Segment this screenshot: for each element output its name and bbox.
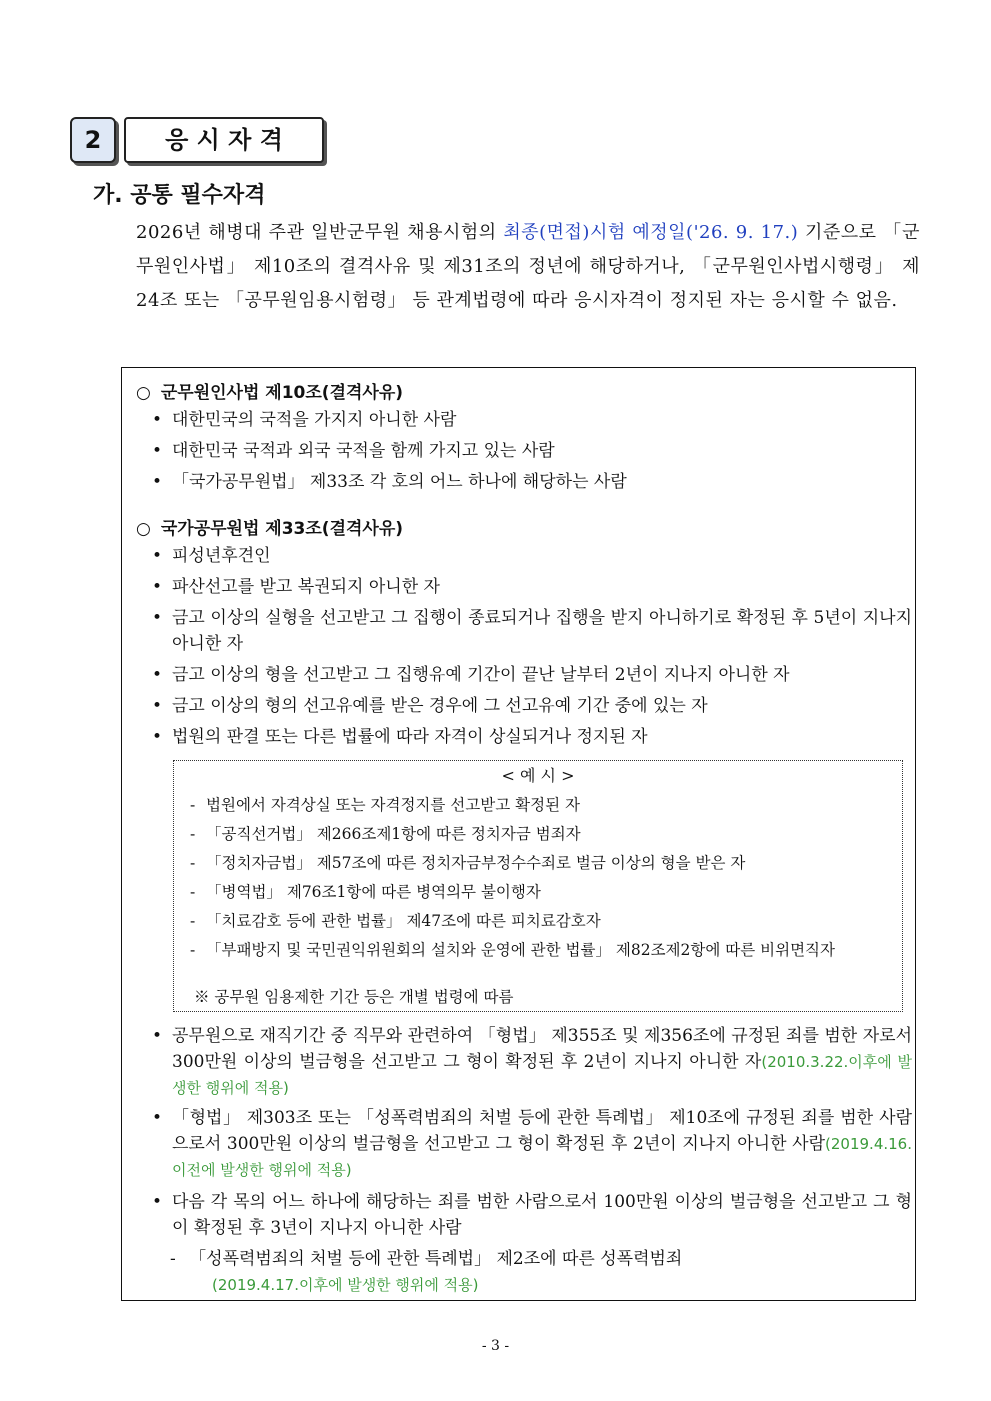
block1-marker: ○ <box>136 383 151 403</box>
bullet: • <box>152 608 163 628</box>
bullet: • <box>152 410 163 430</box>
dash: - <box>190 941 196 959</box>
block2-title <box>136 514 403 539</box>
list-item-text: 대한민국의 국적을 가지지 아니한 사람 <box>172 410 457 430</box>
list-item <box>152 438 912 464</box>
example-item-text: 「공직선거법」 제266조제1항에 따른 정치자금 범죄자 <box>206 825 581 843</box>
intro-highlight: 최종(면접)시험 예정일('26. 9. 17.) <box>503 222 799 243</box>
bullet: • <box>152 1026 163 1046</box>
list-item <box>152 1023 912 1101</box>
list-item <box>152 543 912 569</box>
example-item <box>190 909 895 933</box>
page-number: - 3 - <box>481 1338 510 1354</box>
list-item <box>152 693 912 719</box>
list-item-text: 「형법」 제303조 또는 「성폭력범죄의 처벌 등에 관한 특례법」 제10조에 규정된 죄를 범한 사람으로서 300만원 이상의 벌금형을 선고받고 그 형이 확정된 후 2년이 지나지 아니한 사람 <box>172 1108 912 1154</box>
qualification-box <box>121 367 916 1301</box>
dash: - <box>190 825 196 843</box>
bullet: • <box>152 696 163 716</box>
bullet: • <box>152 665 163 685</box>
subsection-title: 가. 공통 필수자격 <box>93 183 266 208</box>
block2-title-text: 국가공무원법 제33조(결격사유) <box>160 519 404 539</box>
sub-item <box>170 1246 910 1298</box>
applicability-note: (2019.4.16.이전에 발생한 행위에 적용) <box>172 1135 912 1179</box>
bullet: • <box>152 1192 163 1212</box>
applicability-note: (2010.3.22.이후에 발생한 행위에 적용) <box>172 1053 912 1097</box>
list-item-text: 금고 이상의 형의 선고유예를 받은 경우에 그 선고유예 기간 중에 있는 자 <box>172 696 708 716</box>
dash: - <box>190 854 196 872</box>
dash: - <box>190 912 196 930</box>
example-item <box>190 822 895 846</box>
example-title: < 예 시 > <box>501 766 575 785</box>
list-item-text: 금고 이상의 형을 선고받고 그 집행유예 기간이 끝난 날부터 2년이 지나지 아니한 자 <box>172 665 790 685</box>
example-item-text: 「부패방지 및 국민권익위원회의 설치와 운영에 관한 법률」 제82조제2항에 따른 비위면직자 <box>206 941 835 959</box>
dash: - <box>190 796 196 814</box>
applicability-note: (2019.4.17.이후에 발생한 행위에 적용) <box>212 1276 479 1294</box>
dash: - <box>170 1249 176 1269</box>
dash: - <box>190 883 196 901</box>
section-title: 응 시 자 격 <box>124 117 324 163</box>
intro-paragraph <box>136 216 920 318</box>
bullet: • <box>152 1108 163 1128</box>
block1-title-text: 군무원인사법 제10조(결격사유) <box>160 383 404 403</box>
bullet: • <box>152 441 163 461</box>
list-item-text: 공무원으로 재직기간 중 직무와 관련하여 「형법」 제355조 및 제356조에 규정된 죄를 범한 자로서 300만원 이상의 벌금형을 선고받고 그 형이 확정된 후 2년이 지나지 아니한 자 <box>172 1026 912 1072</box>
bullet: • <box>152 577 163 597</box>
list-item-text: 파산선고를 받고 복권되지 아니한 자 <box>172 577 440 597</box>
intro-part1: 2026년 해병대 주관 일반군무원 채용시험의 <box>136 222 504 243</box>
block2-marker: ○ <box>136 519 151 539</box>
list-item <box>152 662 912 688</box>
list-item-text: 「국가공무원법」 제33조 각 호의 어느 하나에 해당하는 사람 <box>172 472 627 492</box>
example-item-text: 「치료감호 등에 관한 법률」 제47조에 따른 피치료감호자 <box>206 912 601 930</box>
list-item-text: 대한민국 국적과 외국 국적을 함께 가지고 있는 사람 <box>172 441 555 461</box>
block1-title <box>136 378 403 403</box>
bullet: • <box>152 472 163 492</box>
bullet: • <box>152 546 163 566</box>
list-item <box>152 724 912 750</box>
example-item <box>190 851 895 875</box>
sub-item-text: 「성폭력범죄의 처벌 등에 관한 특례법」 제2조에 따른 성폭력범죄 <box>189 1249 683 1269</box>
example-note: ※ 공무원 임용제한 기간 등은 개별 법령에 따름 <box>194 988 514 1006</box>
example-item <box>190 880 895 904</box>
example-item-text: 「병역법」 제76조1항에 따른 병역의무 불이행자 <box>206 883 541 901</box>
list-item <box>152 574 912 600</box>
list-item <box>152 1189 912 1241</box>
intro-part2: 기준으로 「군무원인사법」 제10조의 결격사유 및 제31조의 정년에 해당하거나, 「군무원인사법시행령」 제24조 또는 「공무원임용시험령」 등 관계법령에 따라 응시자격이 정지된 자는 응시할 수 없음. <box>136 222 921 311</box>
list-item-text: 피성년후견인 <box>172 546 271 566</box>
list-item <box>152 605 912 657</box>
list-item-text: 금고 이상의 실형을 선고받고 그 집행이 종료되거나 집행을 받지 아니하기로 확정된 후 5년이 지나지 아니한 자 <box>172 608 912 654</box>
list-item-text: 다음 각 목의 어느 하나에 해당하는 죄를 범한 사람으로서 100만원 이상의 벌금형을 선고받고 그 형이 확정된 후 3년이 지나지 아니한 사람 <box>172 1192 912 1238</box>
example-item-text: 「정치자금법」 제57조에 따른 정치자금부정수수죄로 벌금 이상의 형을 받은 자 <box>206 854 746 872</box>
example-item <box>190 938 895 962</box>
example-box <box>173 760 903 1012</box>
example-item-text: 법원에서 자격상실 또는 자격정지를 선고받고 확정된 자 <box>206 796 580 814</box>
list-item <box>152 1105 912 1183</box>
example-item <box>190 793 895 817</box>
list-item-text: 법원의 판결 또는 다른 법률에 따라 자격이 상실되거나 정지된 자 <box>172 727 648 747</box>
list-item <box>152 469 912 495</box>
list-item <box>152 407 912 433</box>
bullet: • <box>152 727 163 747</box>
section-number: 2 <box>70 117 116 163</box>
